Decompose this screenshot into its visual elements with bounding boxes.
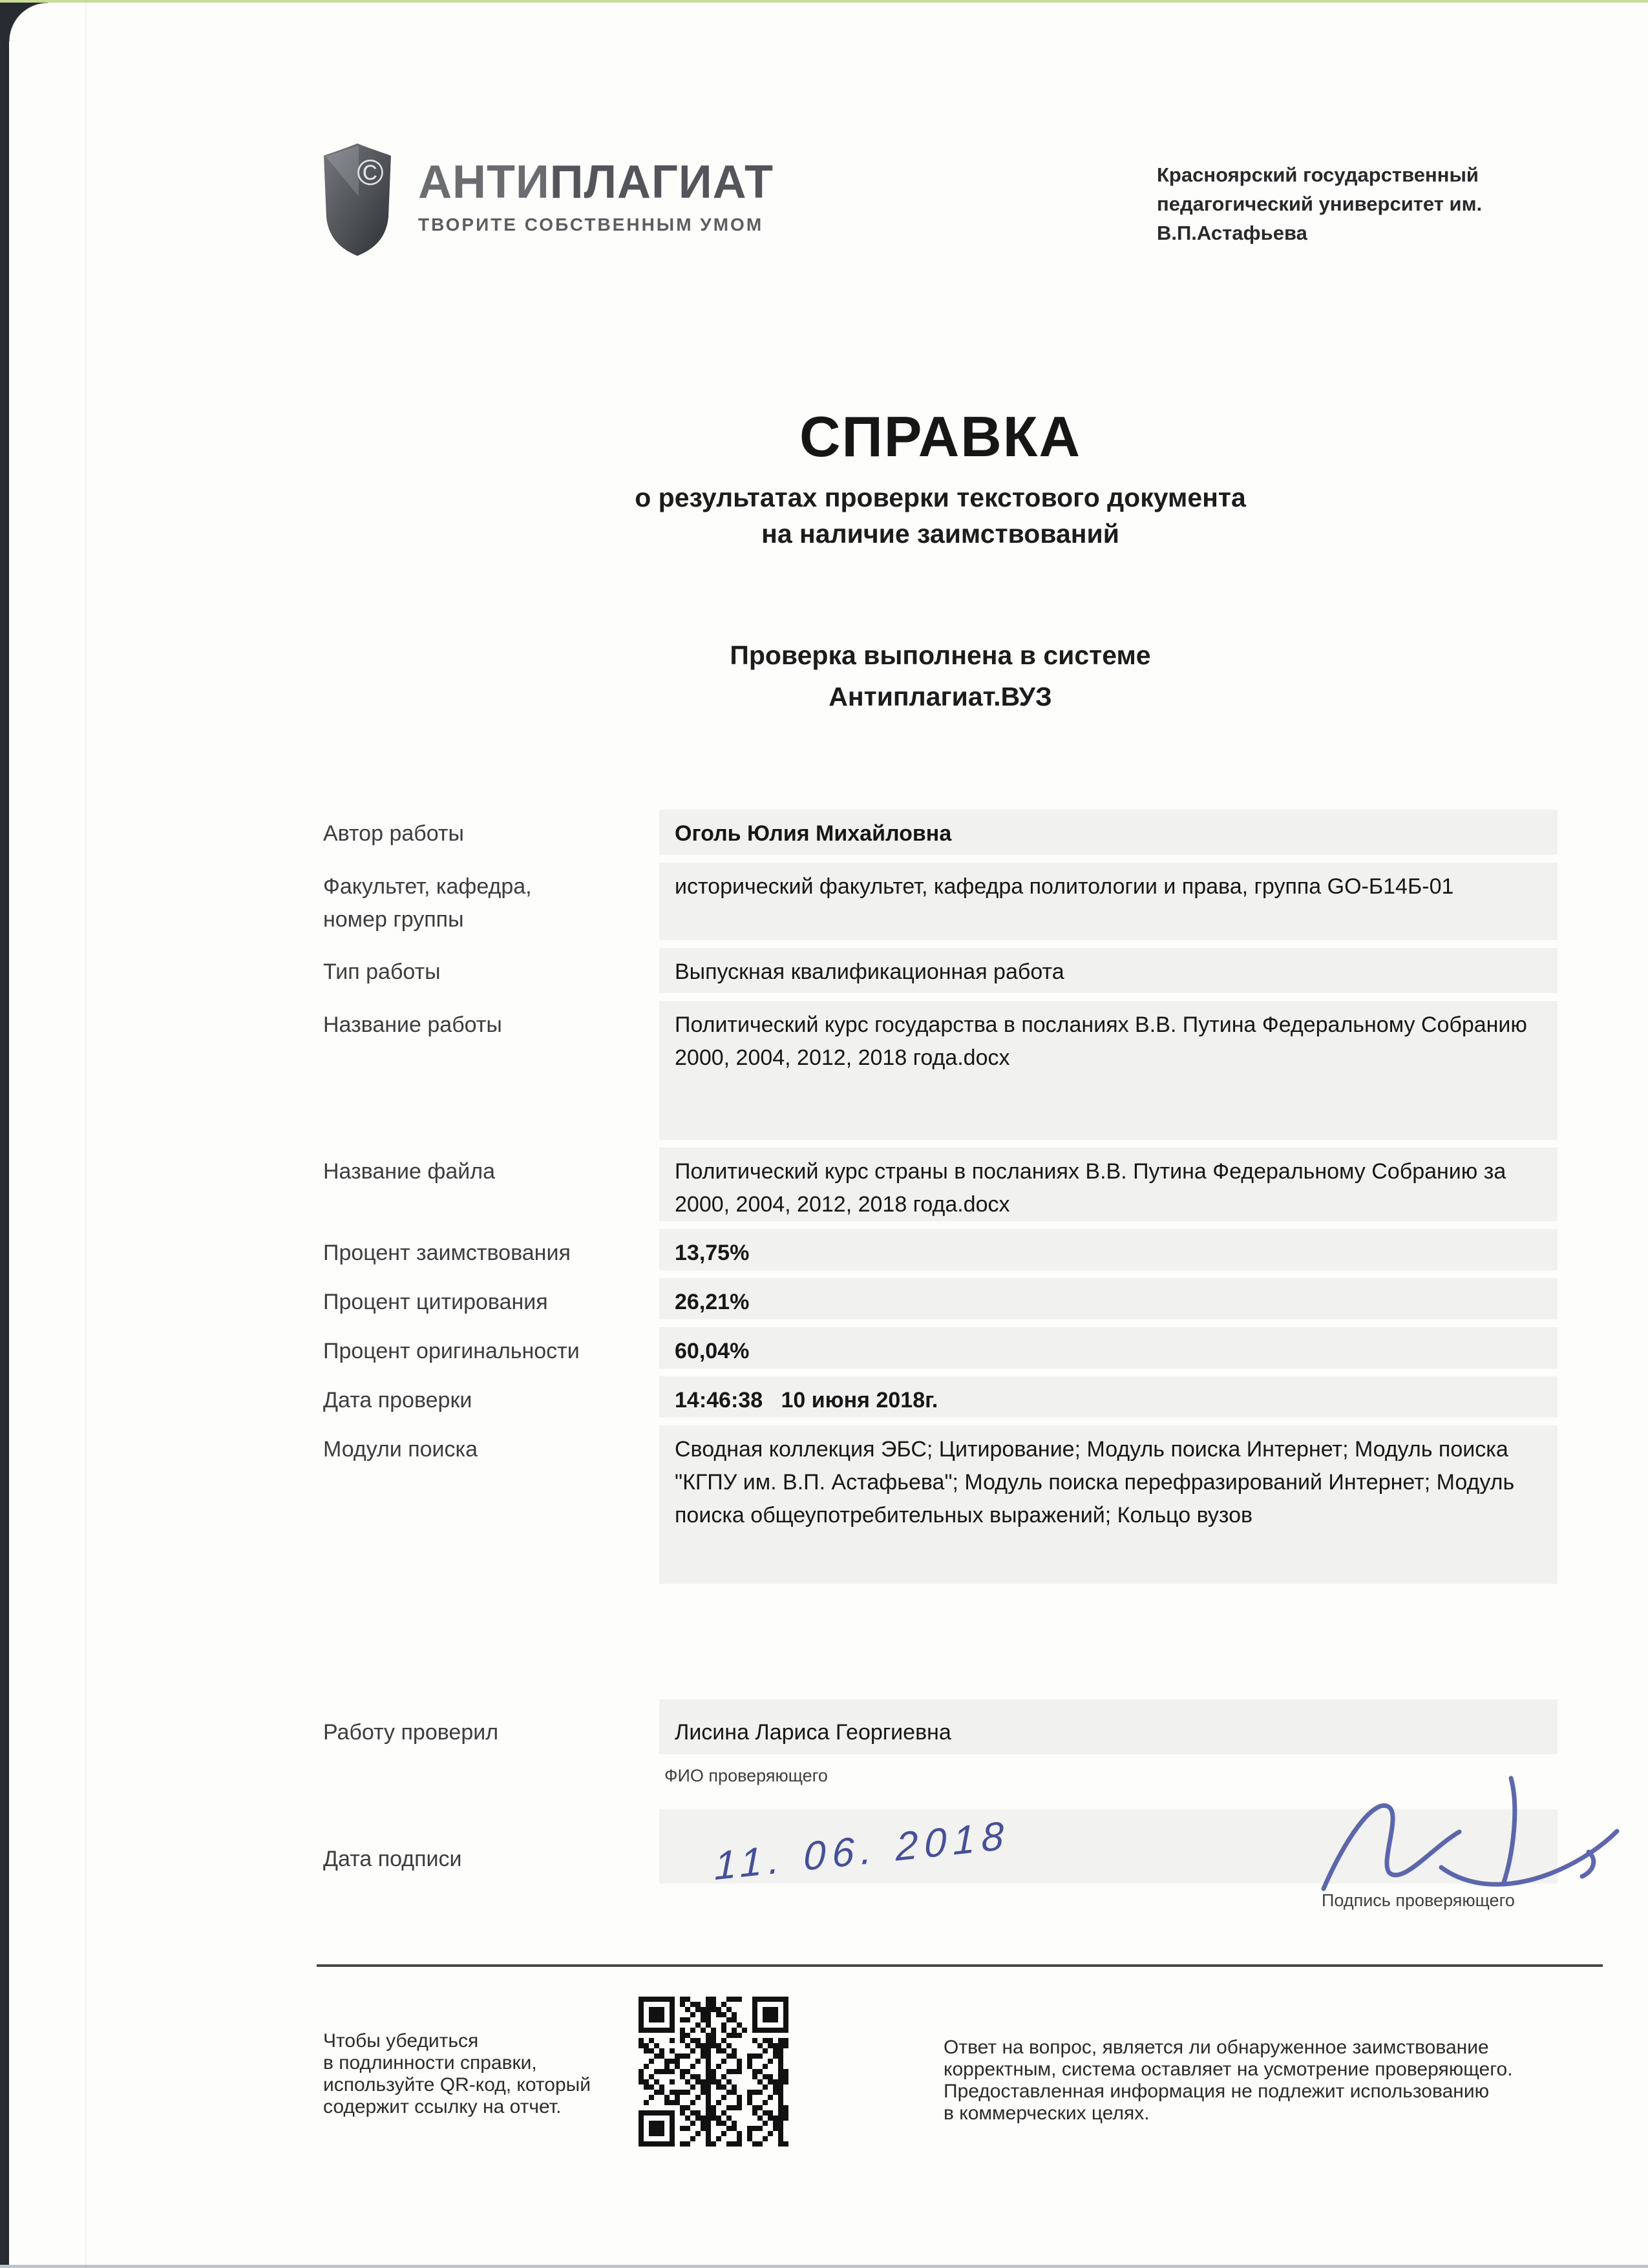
university-name [1157,160,1482,247]
field-value: 60,04% [659,1327,1558,1369]
university-line: педагогический университет им. [1157,193,1483,215]
brand-tagline: ТВОРИТЕ СОБСТВЕННЫМ УМОМ [418,215,764,235]
scan-top-line-artifact [0,0,1648,3]
field-label: Процент оригинальности [323,1339,580,1363]
page-subtitle [317,479,1564,552]
brand-name-rest: ПЛАГИАТ [549,156,774,208]
page-subtitle-line: на наличие заимствований [761,519,1119,549]
field-label: Процент цитирования [323,1290,548,1314]
brand-text [418,141,774,235]
field-value: Выпускная квалификационная работа [659,948,1558,993]
field-row-citation-percent [323,1278,1558,1319]
field-label: Тип работы [323,960,441,984]
field-label: Название работы [323,1013,502,1037]
antiplagiat-logo [321,141,774,258]
checker-name: Лисина Лариса Георгиевна [659,1699,1558,1754]
system-check-heading [317,635,1564,717]
field-row-faculty [323,863,1558,940]
field-row-author [323,810,1558,855]
field-value: 14:46:38 10 июня 2018г. [659,1376,1558,1418]
field-row-work-title [323,1001,1558,1140]
field-value: исторический факультет, кафедра политологии и права, группа GO-Б14Б-01 [659,863,1558,940]
field-row-checked-by [323,1699,1558,1754]
field-label: Работу проверил [323,1720,499,1745]
disclaimer-line: Ответ на вопрос, является ли обнаруженное заимствование [944,2037,1489,2058]
brand-name-first: АНТИ [418,156,550,208]
scan-bottom-line-artifact [0,2265,1648,2268]
field-label: Процент заимствования [323,1241,571,1265]
footer-divider [317,1964,1603,1967]
field-value: Политический курс страны в посланиях В.В. Путина Федеральному Собранию за 2000, 2004, 2012, 2018 года.docx [659,1148,1558,1221]
field-row-search-modules [323,1425,1558,1584]
qr-code [639,1997,788,2147]
field-row-originality-percent [323,1327,1558,1369]
checker-name-caption: ФИО проверяющего [664,1766,828,1785]
shield-copyright-glyph: © [357,152,384,193]
field-value: Оголь Юлия Михайловна [659,810,1558,855]
scan-edge-artifact [0,0,9,2268]
system-check-line: Проверка выполнена в системе [730,640,1151,670]
field-label: Автор работы [323,821,464,846]
disclaimer-line: Предоставленная информация не подлежит использованию [944,2081,1490,2102]
handwritten-date: 11. 06. 2018 [714,1812,1010,1889]
qr-instruction-text [323,2030,591,2118]
qr-instruction-line: содержит ссылку на отчет. [323,2096,562,2117]
antiplagiat-shield-icon [321,141,394,258]
report-fields-table [323,810,1558,1591]
document-title-block [317,404,1564,552]
disclaimer-line: в коммерческих целях. [944,2103,1150,2124]
field-label: Дата подписи [323,1847,462,1871]
field-label: Факультет, кафедра, номер группы [323,874,532,932]
disclaimer-text [944,2037,1513,2125]
field-value: Политический курс государства в посланиях В.В. Путина Федеральному Собранию 2000, 2004, 2012, 2018 года.docx [659,1001,1558,1140]
university-line: В.П.Астафьева [1157,222,1307,244]
page-subtitle-line: о результатах проверки текстового документа [635,483,1246,512]
field-value: 26,21% [659,1278,1558,1319]
field-value: 13,75% [659,1229,1558,1270]
field-label: Дата проверки [323,1388,472,1412]
system-check-line: Антиплагиат.ВУЗ [829,682,1052,711]
signature-caption: Подпись проверяющего [1322,1891,1515,1910]
field-row-work-type [323,948,1558,993]
page-title: СПРАВКА [799,404,1082,468]
university-line: Красноярский государственный [1157,163,1479,186]
field-row-check-date [323,1376,1558,1418]
qr-instruction-line: Чтобы убедиться [323,2030,479,2052]
brand-name [418,156,774,208]
field-value: Сводная коллекция ЭБС; Цитирование; Модуль поиска Интернет; Модуль поиска "КГПУ им. В.П. Астафьева"; Модуль поиска перефразирований Интернет; Модуль поиска общеупотребительных выражений; Кольцо вузов [659,1425,1558,1584]
field-label: Название файла [323,1159,496,1184]
field-row-file-name [323,1148,1558,1221]
qr-instruction-line: в подлинности справки, [323,2052,537,2074]
field-label: Модули поиска [323,1437,478,1462]
scan-corner-artifact [0,0,48,41]
field-row-borrowing-percent [323,1229,1558,1270]
qr-instruction-line: используйте QR-код, который [323,2074,591,2095]
scan-crease-artifact [85,0,87,2268]
disclaimer-line: корректным, система оставляет на усмотрение проверяющего. [944,2059,1513,2080]
